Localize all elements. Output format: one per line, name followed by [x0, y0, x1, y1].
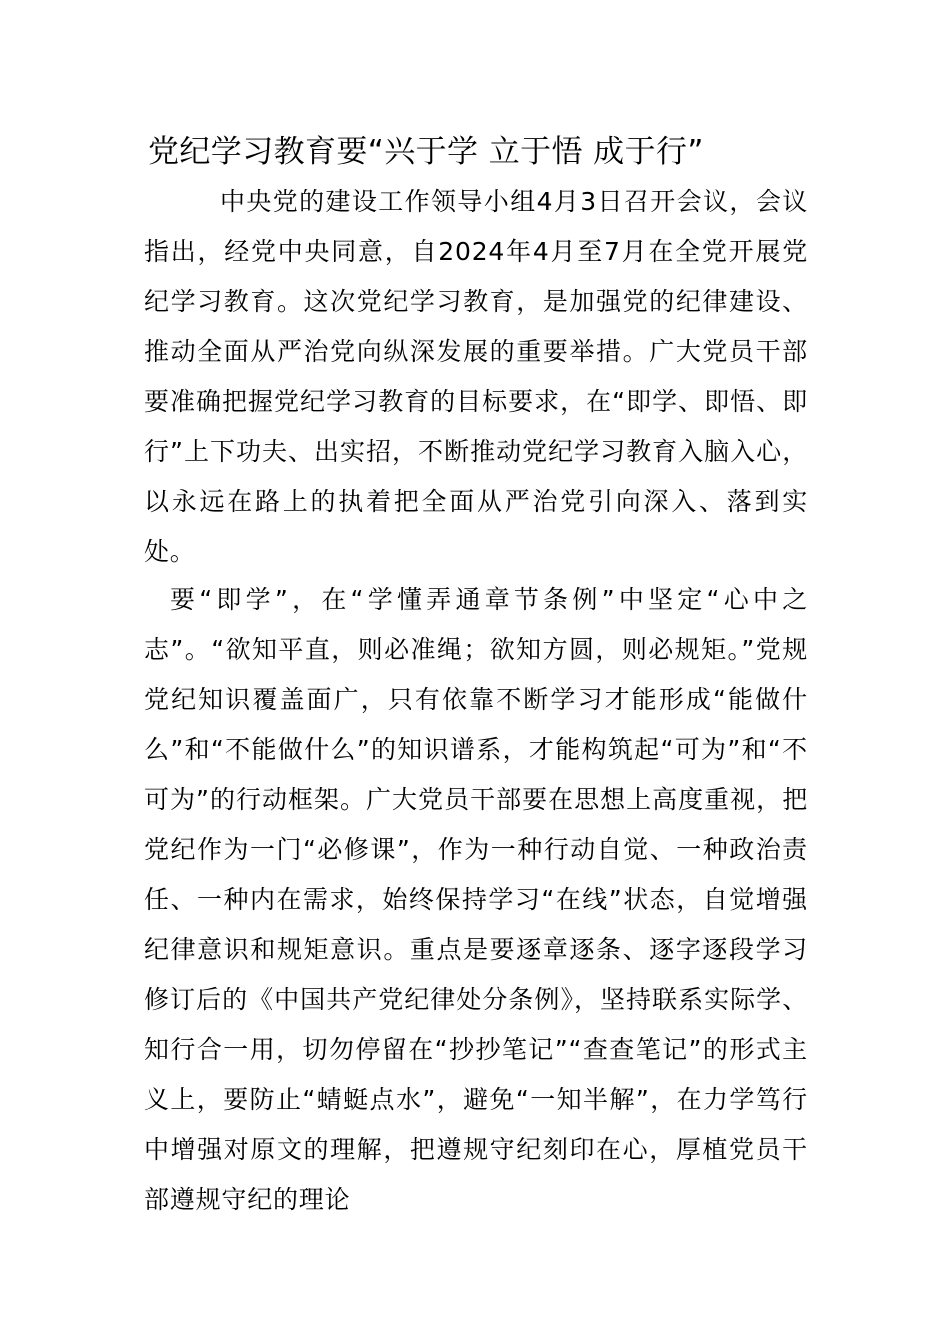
paragraph-study: 要“即学”，在“学懂弄通章节条例”中坚定“心中之志”。“欲知平直，则必准绳；欲知方圆，则必规矩。”党规党纪知识覆盖面广，只有依靠不断学习才能形成“能做什么”和“不能做什么”的知识谱系，才能构筑起“可为”和“不可为”的行动框架。广大党员干部要在思想上高度重视，把党纪作为一门“必修课”，作为一种行动自觉、一种政治责任、一种内在需求，始终保持学习“在线”状态，自觉增强纪律意识和规矩意识。重点是要逐章逐条、逐字逐段学习修订后的《中国共产党纪律处分条例》，坚持联系实际学、知行合一用，切勿停留在“抄抄笔记”“查查笔记”的形式主义上，要防止“蜻蜓点水”，避免“一知半解”，在力学笃行中增强对原文的理解，把遵规守纪刻印在心，厚植党员干部遵规守纪的理论 [144, 585, 808, 1214]
document-title: 党纪学习教育要“兴于学 立于悟 成于行” [148, 134, 704, 170]
paragraph-intro: 中央党的建设工作领导小组4月3日召开会议，会议指出，经党中央同意，自2024年4月至7月在全党开展党纪学习教育。这次党纪学习教育，是加强党的纪律建设、推动全面从严治党向纵深发展的重要举措。广大党员干部要准确把握党纪学习教育的目标要求，在“即学、即悟、即行”上下功夫、出实招，不断推动党纪学习教育入脑入心，以永远在路上的执着把全面从严治党引向深入、落到实处。 [144, 187, 808, 566]
